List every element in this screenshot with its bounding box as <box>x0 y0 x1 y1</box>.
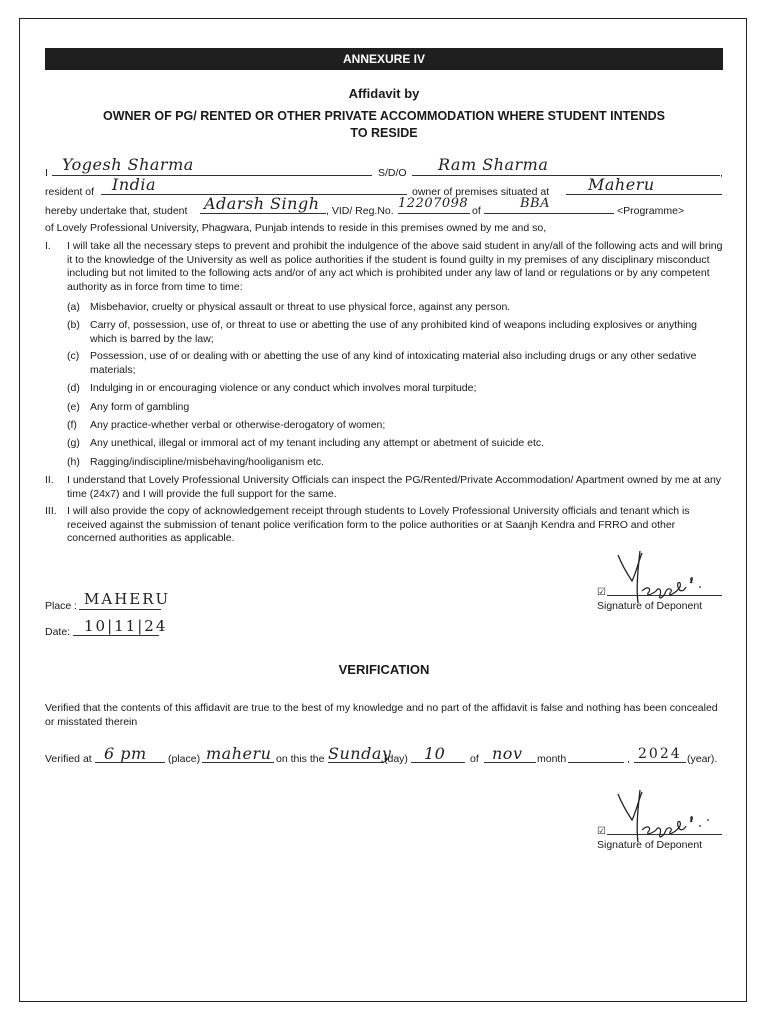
on-this-label: on this the <box>276 753 325 765</box>
reg-no-field[interactable]: 12207098 <box>398 196 469 211</box>
premises-field[interactable]: Maheru <box>588 175 655 194</box>
subclause-f-text: Any practice-whether verbal or otherwise-derogatory of women; <box>90 419 386 431</box>
subclause-d-text: Indulging in or encouraging violence or any conduct which involves moral turpitude; <box>90 382 477 394</box>
place-field[interactable]: MAHERU <box>84 590 171 608</box>
affidavit-title: Affidavit by <box>348 86 420 101</box>
programme-label: <Programme> <box>617 205 685 217</box>
lpu-intent-line: of Lovely Professional University, Phagwara, Punjab intends to reside in this premises owned by me and so, <box>45 222 547 234</box>
clause-ii-number: II. <box>45 474 54 486</box>
subclause-a-text: Misbehavior, cruelty or physical assault or threat to use physical force, against any person. <box>90 301 511 313</box>
owner-name-field[interactable]: Yogesh Sharma <box>62 155 194 174</box>
reg-no-line <box>398 213 470 214</box>
father-name-line <box>412 175 720 176</box>
i-label: I <box>45 167 48 179</box>
verified-time-field[interactable]: 6 pm <box>104 744 147 763</box>
comma: , <box>720 167 723 179</box>
verified-at-label: Verified at <box>45 753 92 765</box>
subclause-c-label: (c) <box>67 350 80 362</box>
of-label: of <box>472 205 481 217</box>
vid-label: , VID/ Reg.No. <box>326 205 394 217</box>
subclause-h-label: (h) <box>67 456 80 468</box>
resident-field[interactable]: India <box>112 175 157 194</box>
year-line <box>634 762 686 763</box>
date-field[interactable]: 10|11|24 <box>84 617 168 635</box>
subclause-c-text: Possession, use of or dealing with or abetting the use of any kind of intoxicating material also including drugs or any other sedative materials; <box>90 350 697 376</box>
resident-label: resident of <box>45 186 95 198</box>
verification-statement: Verified that the contents of this affidavit are true to the best of my knowledge and no part of the affidavit is false and nothing has been concealed or misstated therein <box>45 702 718 728</box>
subclause-a-label: (a) <box>67 301 80 313</box>
subclause-e-label: (e) <box>67 401 80 413</box>
date-line <box>73 635 159 636</box>
year-label: (year). <box>687 753 718 765</box>
annexure-banner: ANNEXURE IV <box>45 48 723 70</box>
clause-i-number: I. <box>45 240 51 252</box>
affidavit-subtitle-line1: OWNER OF PG/ RENTED OR OTHER PRIVATE ACCOMMODATION WHERE STUDENT INTENDS <box>102 109 666 123</box>
month-blank-line <box>568 762 624 763</box>
month-label: month <box>537 753 567 765</box>
undertake-label: hereby undertake that, student <box>45 205 188 217</box>
subclause-f-label: (f) <box>67 419 77 431</box>
subclause-b-label: (b) <box>67 319 80 331</box>
clause-ii-text: I understand that Lovely Professional University Officials can inspect the PG/Rented/Private Accommodation/ Apartment owned by me at any time (24x7) and I will provide the full support for the same. <box>67 474 722 500</box>
signature-checkbox-icon: ☑ <box>597 826 606 837</box>
place-paren-label: (place) <box>168 753 201 765</box>
clause-iii-number: III. <box>45 505 57 517</box>
verification-title: VERIFICATION <box>338 662 430 677</box>
day-label: (day) <box>384 753 408 765</box>
subclause-e-text: Any form of gambling <box>90 401 190 413</box>
student-name-line <box>200 213 326 214</box>
of-month-label: of <box>470 753 479 765</box>
subclause-b-text: Carry of, possession, use of, or threat to use or abetting the use of any prohibited kind of weapons including explosives or anything which is barred by the law; <box>90 319 698 345</box>
subclause-g-text: Any unethical, illegal or immoral act of my tenant including any attempt or abetment of suicide etc. <box>90 437 545 449</box>
owner-name-line <box>52 175 372 176</box>
signature-checkbox-icon: ☑ <box>597 587 606 598</box>
father-name-field[interactable]: Ram Sharma <box>438 155 549 174</box>
signature-label: Signature of Deponent <box>597 839 703 851</box>
signature-label: Signature of Deponent <box>597 600 703 612</box>
date-label: Date: <box>45 626 71 638</box>
subclause-g-label: (g) <box>67 437 80 449</box>
year-comma: , <box>627 753 630 765</box>
clause-iii-text: I will also provide the copy of acknowledgement receipt through students to Lovely Professional University officials and tenant which is received against the submission of tenant police verification form to the police authorities or at Saanjh Kendra and FRRO and other concerned authorities as applicable. <box>67 505 690 544</box>
day-field[interactable]: Sunday <box>328 744 392 763</box>
affidavit-subtitle-line2: TO RESIDE <box>350 126 418 140</box>
place-label: Place : <box>45 600 78 612</box>
programme-line <box>484 213 614 214</box>
subclause-d-label: (d) <box>67 382 80 394</box>
programme-field[interactable]: BBA <box>520 196 550 211</box>
owner-of-label: owner of premises situated at <box>412 186 550 198</box>
sdo-label: S/D/O <box>378 167 407 179</box>
student-name-field[interactable]: Adarsh Singh <box>204 194 320 213</box>
verified-date-field[interactable]: 10 <box>424 744 446 763</box>
clause-i-text: I will take all the necessary steps to prevent and prohibit the indulgence of the above said student in any/all of the following acts and will bring it to the knowledge of the University as well as police authorities if the student is found guilty in my premises of any disciplinary misconduct including but not limited to the following acts and/or of any act which is prohibited under any law of land or regulations or by any competent authority as in force from time to time: <box>67 240 723 293</box>
place-line <box>79 609 161 610</box>
premises-line <box>566 194 722 195</box>
verified-place-field[interactable]: maheru <box>206 744 272 763</box>
year-field[interactable]: 2024 <box>638 746 682 762</box>
month-field[interactable]: nov <box>492 744 523 763</box>
subclause-h-text: Ragging/indiscipline/misbehaving/hooliganism etc. <box>90 456 325 468</box>
